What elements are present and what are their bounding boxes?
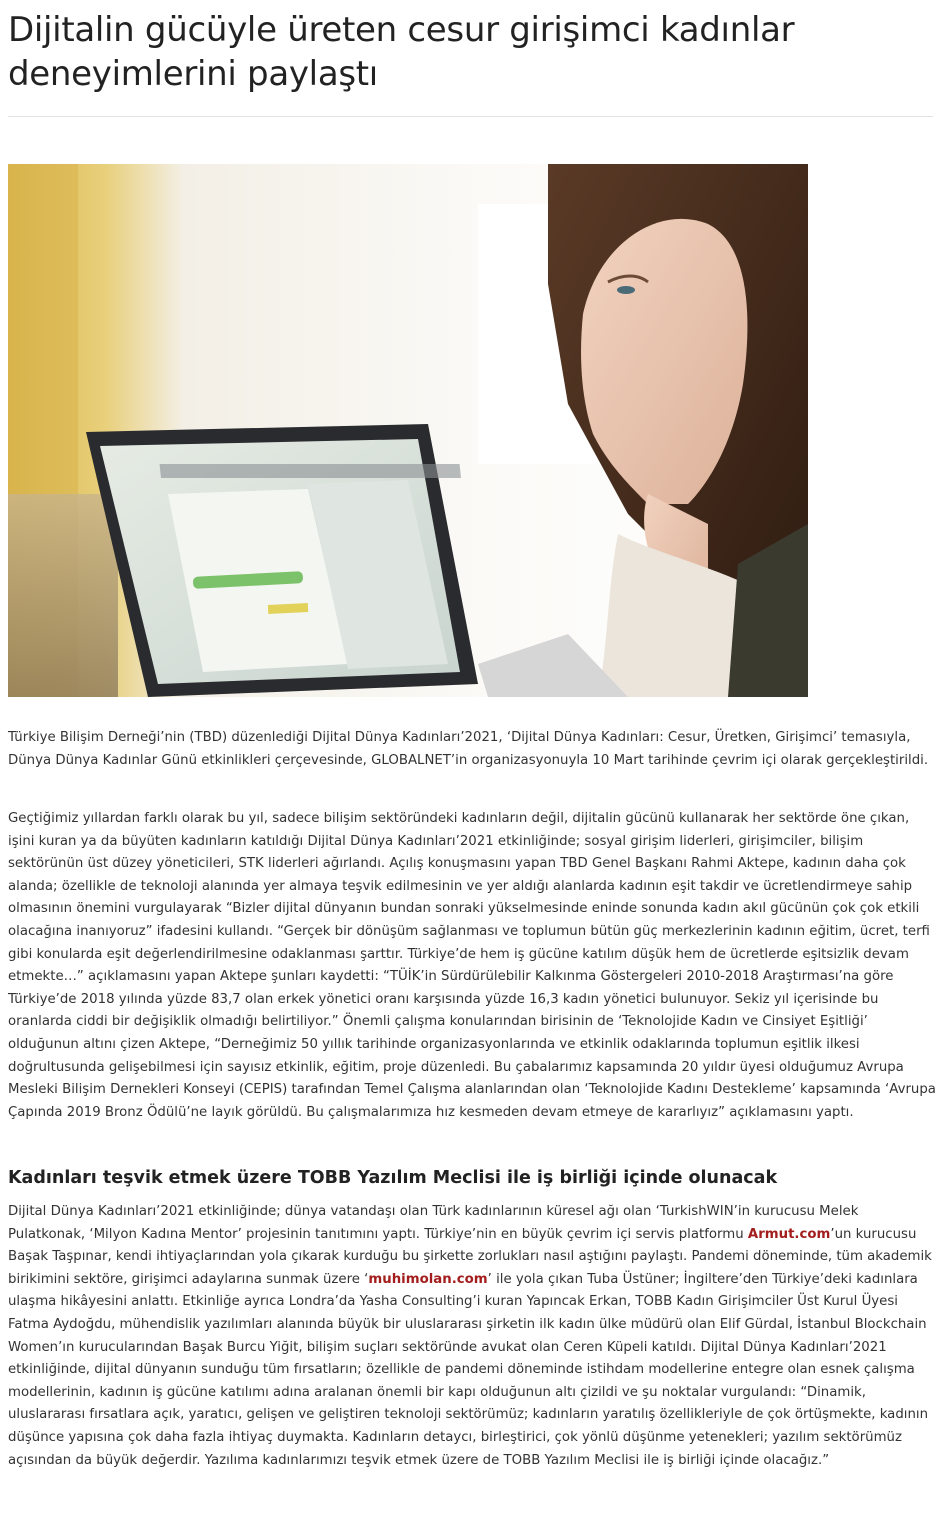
- title-divider: [8, 116, 933, 117]
- paragraph-text-2: ’un kurucusu Başak Taşpınar, kendi ihtiyaçlarından yola çıkarak kurduğu bu şirkette zorlukları nasıl aştığını paylaştı. Pandemi döneminde, tüm akademik birikimini sektöre, girişimci adaylarına sunmak üzere ‘: [8, 1226, 932, 1287]
- paragraph-intro: Türkiye Bilişim Derneği’nin (TBD) düzenlediği Dijital Dünya Kadınları’2021, ‘Dijital Dünya Kadınları: Cesur, Üretken, Girişimci’ temasıyla, Dünya Dünya Kadınlar Günü etkinlikleri çerçevesinde, GLOBALNET’in organizasyonuyla 10 Mart tarihinde çevrim içi olarak gerçekleştirildi.: [8, 730, 929, 768]
- armut-link[interactable]: Armut.com: [747, 1226, 831, 1242]
- paragraph-section: [8, 1201, 936, 1472]
- paragraph-text-3: ’ ile yola çıkan Tuba Üstüner; İngiltere’den Türkiye’deki kadınlara ulaşma hikâyesini anlattı. Etkinliğe ayrıca Londra’da Yasha Consulting’i kuran Yapıncak Erkan, TOBB Kadın Girişimciler Üst Kurul Üyesi Fatma Aydoğdu, mühendislik yazılımları alanında büyük bir uluslararası şirketin ilk kadın ülke müdürü olan Elif Gürdal, İstanbul Blockchain Women’ın kurucularından Başak Burcu Yiğit, bilişim suçları sektöründe avukat olan Ceren Küpeli katıldı. Dijital Dünya Kadınları’2021 etkinliğinde, dijital dünyanın sunduğu tüm fırsatların; özellikle de pandemi döneminde istihdam modellerine entegre olan esnek çalışma modellerinin, kadının iş gücüne katılımı adına aralanan önemli bir kapı olduğunun altı çizildi ve şu noktalar vurgulandı: “Dinamik, uluslararası fırsatlara açık, yaratıcı, gelişen ve geliştiren teknoloji sektörümüz; kadınların yaratılış özellikleriyle de çok örtüşmekte, kadının düşünce yapısına çok daha fazla ihtiyaç duymakta. Kadınların detaycı, birleştirici, çok yönlü düşünme yetenekleri; yazılım sektörümüz açısından da büyük değerdir. Yazılıma kadınlarımızı teşvik etmek üzere de TOBB Yazılım Meclisi ile iş birliği içinde olacağız.”: [8, 1271, 929, 1468]
- article-title: Dijitalin gücüyle üreten cesur girişimci kadınlar deneyimlerini paylaştı: [8, 10, 795, 94]
- muhimolan-link[interactable]: muhimolan.com: [368, 1271, 488, 1287]
- paragraph-body: Geçtiğimiz yıllardan farklı olarak bu yıl, sadece bilişim sektöründeki kadınların değil, dijitalin gücünü kullanarak her sektörde öne çıkan, işini kuran ya da büyüten kadınların katıldığı Dijital Dünya Kadınları’2021 etkinliğinde; sosyal girişim liderleri, girişimciler, bilişim sektörünün üst düzey yöneticileri, STK liderleri ağırlandı. Açılış konuşmasını yapan TBD Genel Başkanı Rahmi Aktepe, kadının daha çok alanda; özellikle de teknoloji alanında yer almaya teşvik edilmesinin ve yer aldığı alanlarda kadının eşit takdir ve ücretlendirmeye sahip olmasının önemini vurgulayarak “Bizler dijital dünyanın bundan sonraki yükselmesinde eninde sonunda kadın akıl gücünün çok çok etkili olacağına inanıyoruz” ifadesini kullandı. “Gerçek bir dönüşüm sağlanması ve toplumun bütün güç merkezlerinin kadının eğitim, ücret, terfi gibi konularda eşit değerlendirilmesine odaklanması şarttır. Türkiye’de hem iş gücüne katılım düşük hem de ücretlerde eşitsizlik devam etmekte…” açıklamasını yapan Aktepe şunları kaydetti: “TÜİK’in Sürdürülebilir Kalkınma Göstergeleri 2010-2018 Araştırması’na göre Türkiye’de 2018 yılında yüzde 83,7 olan erkek yönetici oranı karşısında yüzde 16,3 kadın yönetici bulunuyor. Sekiz yıl içerisinde bu oranlarda ciddi bir değişiklik olmadığı belirtiliyor.” Önemli çalışma konularından birisinin de ‘Teknolojide Kadın ve Cinsiyet Eşitliği’ olduğunun altını çizen Aktepe, “Derneğimiz 50 yıllık tarihinde organizasyonlarında ve etkinlik odaklarında toplumun eşitlik ilkesi doğrultusunda gelişebilmesi için sayısız etkinlik, eğitim, proje düzenledi. Bu çabalarımız kapsamında 20 yıldır üyesi olduğumuz Avrupa Mesleki Bilişim Dernekleri Konseyi (CEPIS) tarafından Temel Çalışma alanlarından olan ‘Teknolojide Kadını Destekleme’ kapsamında ‘Avrupa Çapında 2019 Bronz Ödülü’ne layık görüldü. Bu çalışmalarımıza hız kesmeden devam etmeye de kararlıyız” açıklamasını yaptı.: [8, 811, 936, 1120]
- paragraph-text-1: Dijital Dünya Kadınları’2021 etkinliğinde; dünya vatandaşı olan Türk kadınlarının küresel ağı olan ‘TurkishWIN’in kurucusu Melek Pulatkonak, ‘Milyon Kadına Mentor’ projesinin tanıtımını yaptı. Türkiye’nin en büyük çevrim içi servis platformu: [8, 1204, 859, 1242]
- section-subheading: Kadınları teşvik etmek üzere TOBB Yazılım Meclisi ile iş birliği içinde olunacak: [8, 1168, 778, 1188]
- article-photo: [8, 164, 808, 697]
